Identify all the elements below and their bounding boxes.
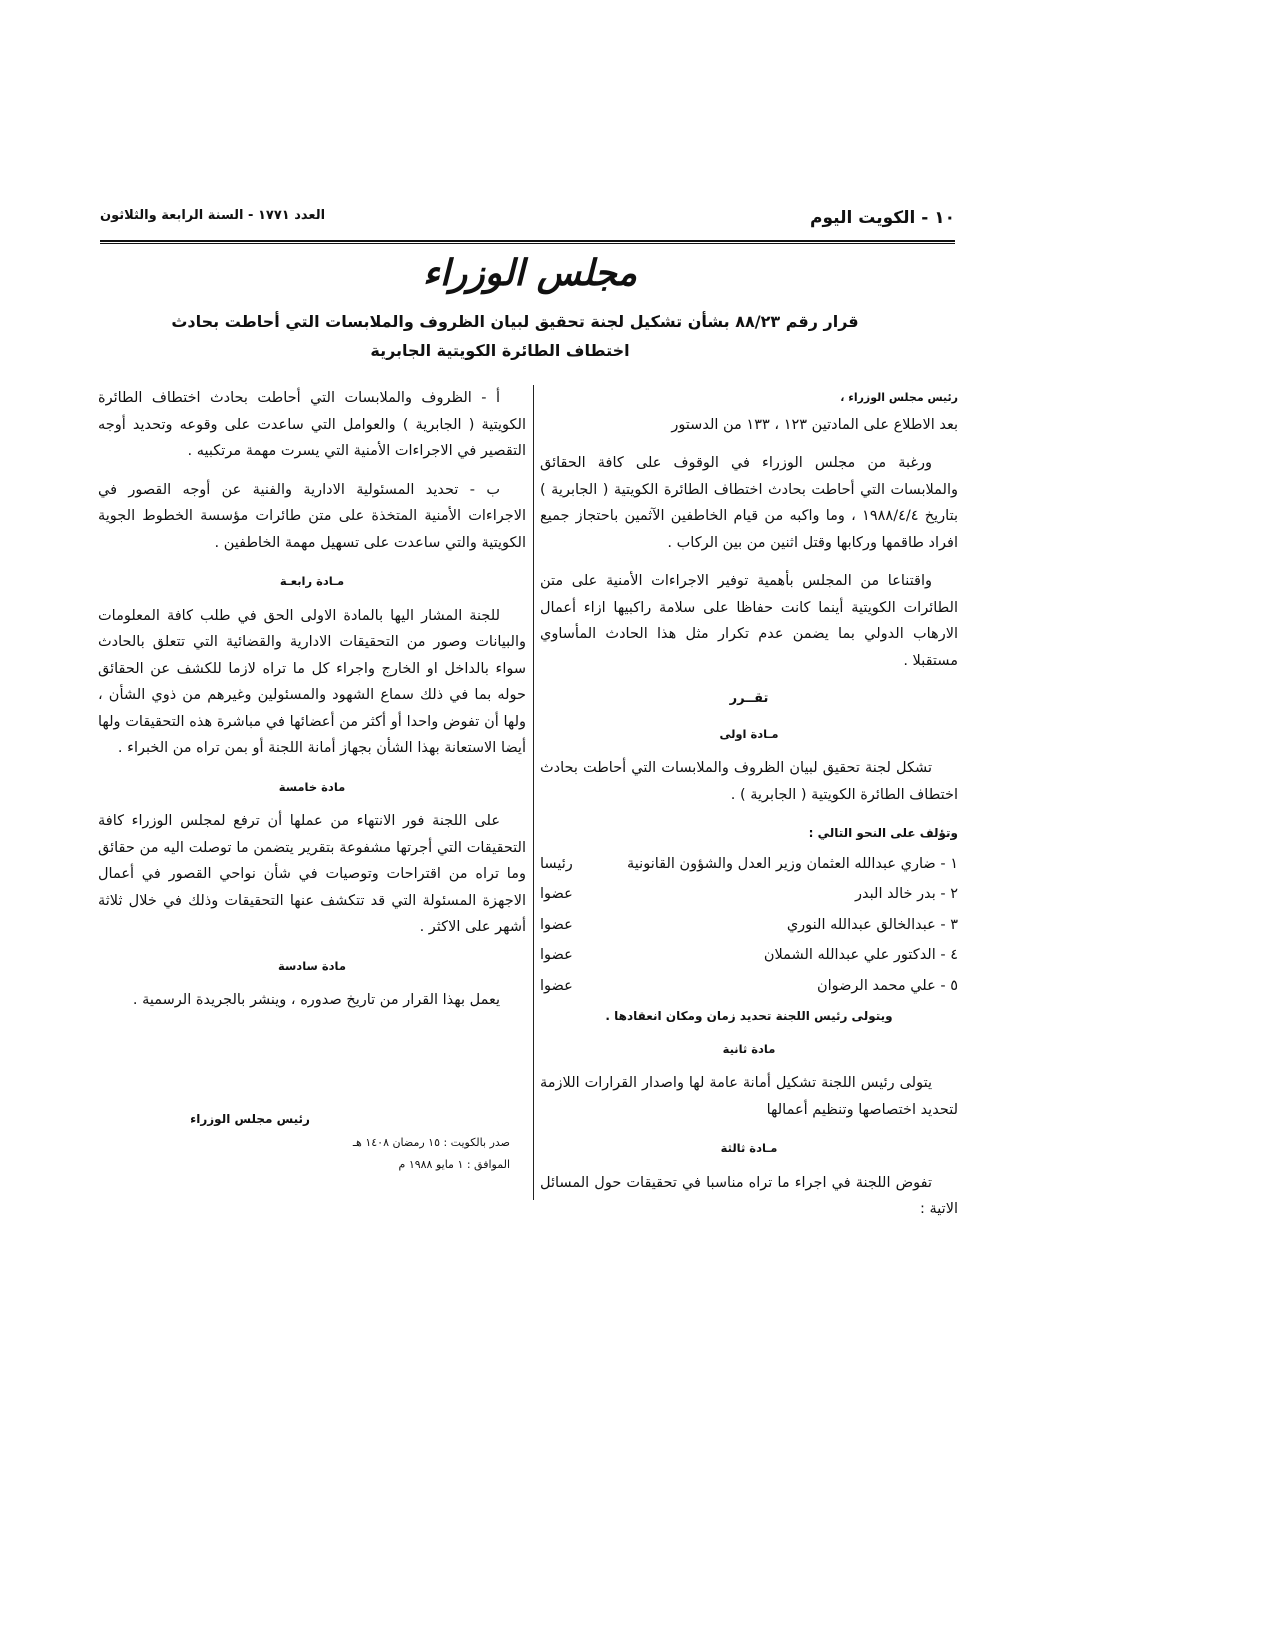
article-5-text: على اللجنة فور الانتهاء من عملها أن ترفع لمجلس الوزراء كافة التحقيقات التي أجرتها مشفوعة بتقرير يتضمن ما توصلت اليه من حقائق وما تراه من اقتراحات وتوصيات في شأن نواحي القصور في أعمال الاجهزة المسئولة التي قد تتكشف عنها التحقيقات وذلك في خلال ثلاثة أشهر على الاكثر . bbox=[98, 813, 526, 935]
member-name: ٣ - عبدالخالق عبدالله النوري bbox=[786, 916, 958, 933]
member-role: عضوا bbox=[540, 886, 573, 902]
article-4-title: مـادة رابعـة bbox=[279, 574, 345, 588]
article-2-text: يتولى رئيس اللجنة تشكيل أمانة عامة لها واصدار القرارات اللازمة لتحديد اختصاصها وتنظيم أعمالها bbox=[540, 1075, 958, 1118]
decree-title: قرار رقم ٨٨/٢٣ بشأن تشكيل لجنة تحقيق لبيان الظروف والملابسات التي أحاطت بحادث bbox=[171, 312, 859, 331]
header-rule bbox=[100, 240, 955, 244]
left-column bbox=[98, 385, 526, 1026]
article-1-tail: ويتولى رئيس اللجنة تحديد زمان ومكان انعقادها . bbox=[605, 1009, 893, 1023]
signatory: رئيس مجلس الوزراء bbox=[190, 1112, 310, 1126]
member-role: عضوا bbox=[540, 916, 573, 933]
committee-composition: وتؤلف على النحو التالي : bbox=[808, 826, 958, 840]
page-header-title: ١٠ - الكويت اليوم bbox=[810, 208, 955, 228]
right-column bbox=[540, 385, 958, 1235]
member-role: عضوا bbox=[540, 977, 573, 994]
issue-date: صدر بالكويت : ١٥ رمضان ١٤٠٨ هـ bbox=[352, 1136, 510, 1149]
decides-heading: تقــرر bbox=[729, 691, 769, 706]
article-2-title: مادة ثانية bbox=[722, 1041, 776, 1056]
member-name: ١ - ضاري عبدالله العثمان وزير العدل والشؤون القانونية bbox=[627, 855, 958, 872]
article-1-text: تشكل لجنة تحقيق لبيان الظروف والملابسات التي أحاطت بحادث اختطاف الطائرة الكويتية ( الجابرية ) . bbox=[540, 760, 958, 803]
article-4-text: للجنة المشار اليها بالمادة الاولى الحق في طلب كافة المعلومات والبيانات وصور من التحقيقات الادارية والقضائية التي تتعلق بالحادث سواء بالداخل او الخارج واجراء كل ما تراه لازما للكشف عن الحقائق حوله بما في ذلك سماع الشهود والمسئولين وغيرهم من ذوي الشأن ، ولها أن تفوض واحدا أو أكثر من أعضائها في مباشرة هذه التحقيقات ولها أيضا الاستعانة بهذا الشأن بجهاز أمانة اللجنة أو بمن تراه من الخبراء . bbox=[98, 607, 526, 756]
member-row bbox=[540, 973, 958, 1000]
column-divider bbox=[533, 385, 534, 1200]
article-6-text: يعمل بهذا القرار من تاريخ صدوره ، وينشر بالجريدة الرسمية . bbox=[132, 992, 500, 1008]
member-row bbox=[540, 942, 958, 969]
member-name: ٥ - علي محمد الرضوان bbox=[816, 977, 958, 994]
clause-b: ب - تحديد المسئولية الادارية والفنية عن أوجه القصور في الاجراءات الأمنية المتخذة على متن طائرات مؤسسة الخطوط الجوية الكويتية والتي ساعدت على تسهيل مهمة الخاطفين . bbox=[98, 481, 526, 551]
member-name: ٢ - بدر خالد البدر bbox=[855, 886, 958, 902]
preamble-constitution: بعد الاطلاع على المادتين ١٢٣ ، ١٣٣ من الدستور bbox=[671, 416, 958, 433]
article-5-title: مادة خامسة bbox=[278, 779, 346, 794]
member-row bbox=[540, 912, 958, 939]
article-3-title: مـادة ثالثة bbox=[720, 1141, 778, 1155]
section-masthead: مجلس الوزراء bbox=[422, 252, 638, 294]
article-1-title: مـادة اولى bbox=[719, 726, 779, 741]
corresponding-date: الموافق : ١ مايو ١٩٨٨ م bbox=[398, 1158, 510, 1171]
preamble-whereas-1: ورغبة من مجلس الوزراء في الوقوف على كافة الحقائق والملابسات التي أحاطت بحادث اختطاف الطائرة الكويتية ( الجابرية ) بتاريخ ١٩٨٨/٤/٤ ، وما واكبه من قيام الخاطفين الآثمين باحتجاز جميع افراد طاقمها وركابها وقتل اثنين من بين الركاب . bbox=[540, 455, 958, 551]
member-row bbox=[540, 881, 958, 908]
member-name: ٤ - الدكتور علي عبدالله الشملان bbox=[763, 947, 958, 963]
decree-title-cont: اختطاف الطائرة الكويتية الجابرية bbox=[370, 341, 630, 360]
issue-number: العدد ١٧٧١ - السنة الرابعة والثلاثون bbox=[100, 208, 326, 223]
article-6-title: مادة سادسة bbox=[278, 958, 346, 973]
article-3-text: تفوض اللجنة في اجراء ما تراه مناسبا في تحقيقات حول المسائل الاتية : bbox=[540, 1174, 958, 1217]
member-role: عضوا bbox=[540, 947, 573, 963]
member-row bbox=[540, 851, 958, 878]
preamble-whereas-2: واقتناعا من المجلس بأهمية توفير الاجراءات الأمنية على متن الطائرات الكويتية أينما كانت حفاظا على سلامة راكبيها ازاء أعمال الارهاب الدولي بما يضمن عدم تكرار مثل هذا الحادث المأساوي مستقبلا . bbox=[540, 573, 958, 669]
preamble-issuer: رئيس مجلس الوزراء ، bbox=[840, 391, 958, 404]
member-role: رئيسا bbox=[540, 855, 573, 872]
clause-a: أ - الظروف والملابسات التي أحاطت بحادث اختطاف الطائرة الكويتية ( الجابرية ) والعوامل التي ساعدت على وقوعه وتحديد أوجه التقصير في الاجراءات الأمنية التي يسرت مهمة مرتكبيه . bbox=[98, 390, 526, 459]
